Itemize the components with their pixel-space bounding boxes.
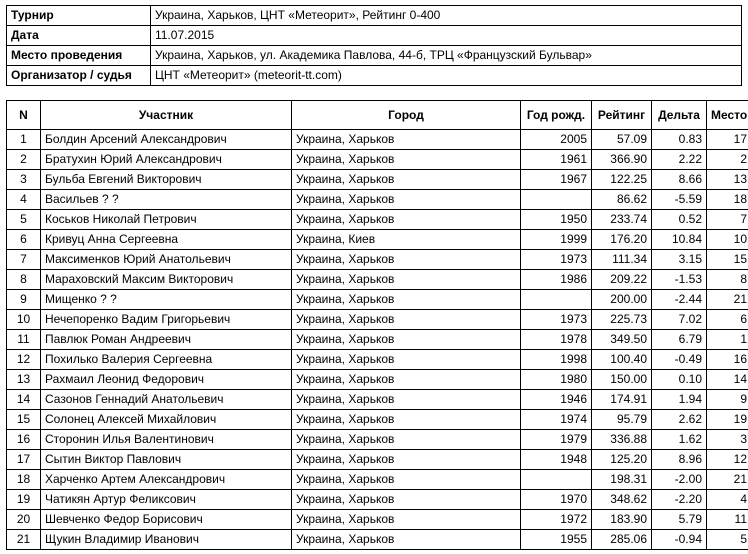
- delta-cell: 1.94: [652, 390, 707, 410]
- city-cell: Украина, Харьков: [292, 470, 521, 490]
- city-cell: Украина, Харьков: [292, 450, 521, 470]
- number-cell: 6: [7, 230, 41, 250]
- birth-year-cell: 1973: [521, 310, 592, 330]
- participant-cell: Рахмаил Леонид Федорович: [41, 370, 292, 390]
- info-value: ЦНТ «Метеорит» (meteorit-tt.com): [151, 66, 742, 86]
- participant-cell: Харченко Артем Александрович: [41, 470, 292, 490]
- col-number-header: N: [7, 101, 41, 130]
- place-cell: 11: [707, 510, 748, 530]
- birth-year-cell: 1986: [521, 270, 592, 290]
- rating-cell: 200.00: [592, 290, 652, 310]
- table-row: [7, 310, 748, 330]
- rating-cell: 233.74: [592, 210, 652, 230]
- birth-year-cell: 1999: [521, 230, 592, 250]
- city-cell: Украина, Харьков: [292, 390, 521, 410]
- header-row: [7, 101, 748, 130]
- info-label: Организатор / судья: [7, 66, 151, 86]
- delta-cell: 1.62: [652, 430, 707, 450]
- rating-cell: 348.62: [592, 490, 652, 510]
- participant-cell: Шевченко Федор Борисович: [41, 510, 292, 530]
- delta-cell: 0.52: [652, 210, 707, 230]
- birth-year-cell: 1973: [521, 250, 592, 270]
- participant-cell: Павлюк Роман Андреевич: [41, 330, 292, 350]
- number-cell: 21: [7, 530, 41, 550]
- number-cell: 17: [7, 450, 41, 470]
- rating-cell: 150.00: [592, 370, 652, 390]
- delta-cell: 6.79: [652, 330, 707, 350]
- number-cell: 11: [7, 330, 41, 350]
- rating-cell: 183.90: [592, 510, 652, 530]
- info-label: Турнир: [7, 6, 151, 26]
- delta-cell: 0.10: [652, 370, 707, 390]
- place-cell: 8: [707, 270, 748, 290]
- rating-cell: 122.25: [592, 170, 652, 190]
- info-label: Место проведения: [7, 46, 151, 66]
- birth-year-cell: 2005: [521, 130, 592, 150]
- place-cell: 3: [707, 430, 748, 450]
- birth-year-cell: [521, 290, 592, 310]
- rating-cell: 57.09: [592, 130, 652, 150]
- birth-year-cell: 1961: [521, 150, 592, 170]
- city-cell: Украина, Харьков: [292, 150, 521, 170]
- tournament-info-table: [6, 5, 742, 86]
- participant-cell: Максименков Юрий Анатольевич: [41, 250, 292, 270]
- city-cell: Украина, Харьков: [292, 510, 521, 530]
- info-row: [7, 46, 742, 66]
- delta-cell: 3.15: [652, 250, 707, 270]
- participant-cell: Мараховский Максим Викторович: [41, 270, 292, 290]
- participant-cell: Васильев ? ?: [41, 190, 292, 210]
- city-cell: Украина, Харьков: [292, 410, 521, 430]
- table-row: [7, 510, 748, 530]
- delta-cell: -2.00: [652, 470, 707, 490]
- delta-cell: 7.02: [652, 310, 707, 330]
- number-cell: 8: [7, 270, 41, 290]
- info-label: Дата: [7, 26, 151, 46]
- birth-year-cell: 1970: [521, 490, 592, 510]
- table-row: [7, 370, 748, 390]
- table-row: [7, 350, 748, 370]
- number-cell: 5: [7, 210, 41, 230]
- rating-cell: 86.62: [592, 190, 652, 210]
- delta-cell: -2.44: [652, 290, 707, 310]
- place-cell: 13: [707, 170, 748, 190]
- delta-cell: 0.83: [652, 130, 707, 150]
- table-row: [7, 530, 748, 550]
- city-cell: Украина, Харьков: [292, 290, 521, 310]
- number-cell: 2: [7, 150, 41, 170]
- participant-cell: Мищенко ? ?: [41, 290, 292, 310]
- place-cell: 17: [707, 130, 748, 150]
- rating-cell: 111.34: [592, 250, 652, 270]
- participant-cell: Похилько Валерия Сергеевна: [41, 350, 292, 370]
- info-row: [7, 66, 742, 86]
- number-cell: 18: [7, 470, 41, 490]
- city-cell: Украина, Харьков: [292, 130, 521, 150]
- tournament-info-body: [7, 6, 742, 86]
- info-value: Украина, Харьков, ул. Академика Павлова, 44-б, ТРЦ «Французский Бульвар»: [151, 46, 742, 66]
- birth-year-cell: 1974: [521, 410, 592, 430]
- city-cell: Украина, Харьков: [292, 350, 521, 370]
- place-cell: 14: [707, 370, 748, 390]
- participant-cell: Болдин Арсений Александрович: [41, 130, 292, 150]
- rating-cell: 100.40: [592, 350, 652, 370]
- number-cell: 16: [7, 430, 41, 450]
- rating-cell: 336.88: [592, 430, 652, 450]
- rating-cell: 176.20: [592, 230, 652, 250]
- place-cell: 18: [707, 190, 748, 210]
- info-row: [7, 6, 742, 26]
- place-cell: 4: [707, 490, 748, 510]
- number-cell: 20: [7, 510, 41, 530]
- participant-cell: Бульба Евгений Викторович: [41, 170, 292, 190]
- place-cell: 15: [707, 250, 748, 270]
- number-cell: 13: [7, 370, 41, 390]
- delta-cell: 2.22: [652, 150, 707, 170]
- table-row: [7, 170, 748, 190]
- birth-year-cell: 1980: [521, 370, 592, 390]
- place-cell: 21: [707, 470, 748, 490]
- place-cell: 12: [707, 450, 748, 470]
- city-cell: Украина, Киев: [292, 230, 521, 250]
- col-city-header: Город: [292, 101, 521, 130]
- birth-year-cell: 1948: [521, 450, 592, 470]
- info-value: Украина, Харьков, ЦНТ «Метеорит», Рейтинг 0-400: [151, 6, 742, 26]
- delta-cell: 10.84: [652, 230, 707, 250]
- birth-year-cell: 1955: [521, 530, 592, 550]
- table-row: [7, 430, 748, 450]
- table-row: [7, 410, 748, 430]
- place-cell: 19: [707, 410, 748, 430]
- number-cell: 9: [7, 290, 41, 310]
- rating-cell: 349.50: [592, 330, 652, 350]
- city-cell: Украина, Харьков: [292, 170, 521, 190]
- participant-cell: Кривуц Анна Сергеевна: [41, 230, 292, 250]
- rating-cell: 285.06: [592, 530, 652, 550]
- city-cell: Украина, Харьков: [292, 310, 521, 330]
- delta-cell: 5.79: [652, 510, 707, 530]
- table-row: [7, 450, 748, 470]
- results-body: [7, 130, 748, 550]
- participant-cell: Сторонин Илья Валентинович: [41, 430, 292, 450]
- delta-cell: 2.62: [652, 410, 707, 430]
- participant-cell: Сытин Виктор Павлович: [41, 450, 292, 470]
- city-cell: Украина, Харьков: [292, 330, 521, 350]
- table-row: [7, 470, 748, 490]
- participant-cell: Сазонов Геннадий Анатольевич: [41, 390, 292, 410]
- place-cell: 10: [707, 230, 748, 250]
- delta-cell: -1.53: [652, 270, 707, 290]
- participant-cell: Солонец Алексей Михайлович: [41, 410, 292, 430]
- number-cell: 10: [7, 310, 41, 330]
- participant-cell: Братухин Юрий Александрович: [41, 150, 292, 170]
- results-header: [7, 101, 748, 130]
- participant-cell: Нечепоренко Вадим Григорьевич: [41, 310, 292, 330]
- table-row: [7, 130, 748, 150]
- place-cell: 7: [707, 210, 748, 230]
- rating-cell: 95.79: [592, 410, 652, 430]
- birth-year-cell: 1978: [521, 330, 592, 350]
- table-row: [7, 210, 748, 230]
- birth-year-cell: 1979: [521, 430, 592, 450]
- place-cell: 16: [707, 350, 748, 370]
- rating-cell: 225.73: [592, 310, 652, 330]
- rating-cell: 198.31: [592, 470, 652, 490]
- number-cell: 15: [7, 410, 41, 430]
- number-cell: 3: [7, 170, 41, 190]
- delta-cell: 8.96: [652, 450, 707, 470]
- participant-cell: Щукин Владимир Иванович: [41, 530, 292, 550]
- birth-year-cell: 1967: [521, 170, 592, 190]
- birth-year-cell: [521, 190, 592, 210]
- birth-year-cell: 1972: [521, 510, 592, 530]
- place-cell: 2: [707, 150, 748, 170]
- participant-cell: Коськов Николай Петрович: [41, 210, 292, 230]
- city-cell: Украина, Харьков: [292, 250, 521, 270]
- city-cell: Украина, Харьков: [292, 430, 521, 450]
- birth-year-cell: 1950: [521, 210, 592, 230]
- city-cell: Украина, Харьков: [292, 210, 521, 230]
- city-cell: Украина, Харьков: [292, 530, 521, 550]
- info-value: 11.07.2015: [151, 26, 742, 46]
- table-row: [7, 330, 748, 350]
- city-cell: Украина, Харьков: [292, 270, 521, 290]
- table-row: [7, 270, 748, 290]
- number-cell: 4: [7, 190, 41, 210]
- delta-cell: -5.59: [652, 190, 707, 210]
- results-table: [6, 100, 748, 550]
- place-cell: 5: [707, 530, 748, 550]
- table-row: [7, 290, 748, 310]
- table-row: [7, 190, 748, 210]
- rating-cell: 125.20: [592, 450, 652, 470]
- place-cell: 1: [707, 330, 748, 350]
- birth-year-cell: 1998: [521, 350, 592, 370]
- city-cell: Украина, Харьков: [292, 370, 521, 390]
- info-row: [7, 26, 742, 46]
- number-cell: 14: [7, 390, 41, 410]
- col-birth-year-header: Год рожд.: [521, 101, 592, 130]
- rating-cell: 209.22: [592, 270, 652, 290]
- delta-cell: -0.49: [652, 350, 707, 370]
- city-cell: Украина, Харьков: [292, 490, 521, 510]
- table-row: [7, 150, 748, 170]
- col-rating-header: Рейтинг: [592, 101, 652, 130]
- table-row: [7, 230, 748, 250]
- delta-cell: 8.66: [652, 170, 707, 190]
- birth-year-cell: [521, 470, 592, 490]
- number-cell: 7: [7, 250, 41, 270]
- delta-cell: -0.94: [652, 530, 707, 550]
- place-cell: 21: [707, 290, 748, 310]
- number-cell: 1: [7, 130, 41, 150]
- participant-cell: Чатикян Артур Феликсович: [41, 490, 292, 510]
- table-row: [7, 490, 748, 510]
- birth-year-cell: 1946: [521, 390, 592, 410]
- place-cell: 6: [707, 310, 748, 330]
- table-row: [7, 390, 748, 410]
- col-delta-header: Дельта: [652, 101, 707, 130]
- col-place-header: Место: [707, 101, 748, 130]
- number-cell: 19: [7, 490, 41, 510]
- number-cell: 12: [7, 350, 41, 370]
- rating-cell: 174.91: [592, 390, 652, 410]
- place-cell: 9: [707, 390, 748, 410]
- col-participant-header: Участник: [41, 101, 292, 130]
- rating-cell: 366.90: [592, 150, 652, 170]
- table-row: [7, 250, 748, 270]
- delta-cell: -2.20: [652, 490, 707, 510]
- city-cell: Украина, Харьков: [292, 190, 521, 210]
